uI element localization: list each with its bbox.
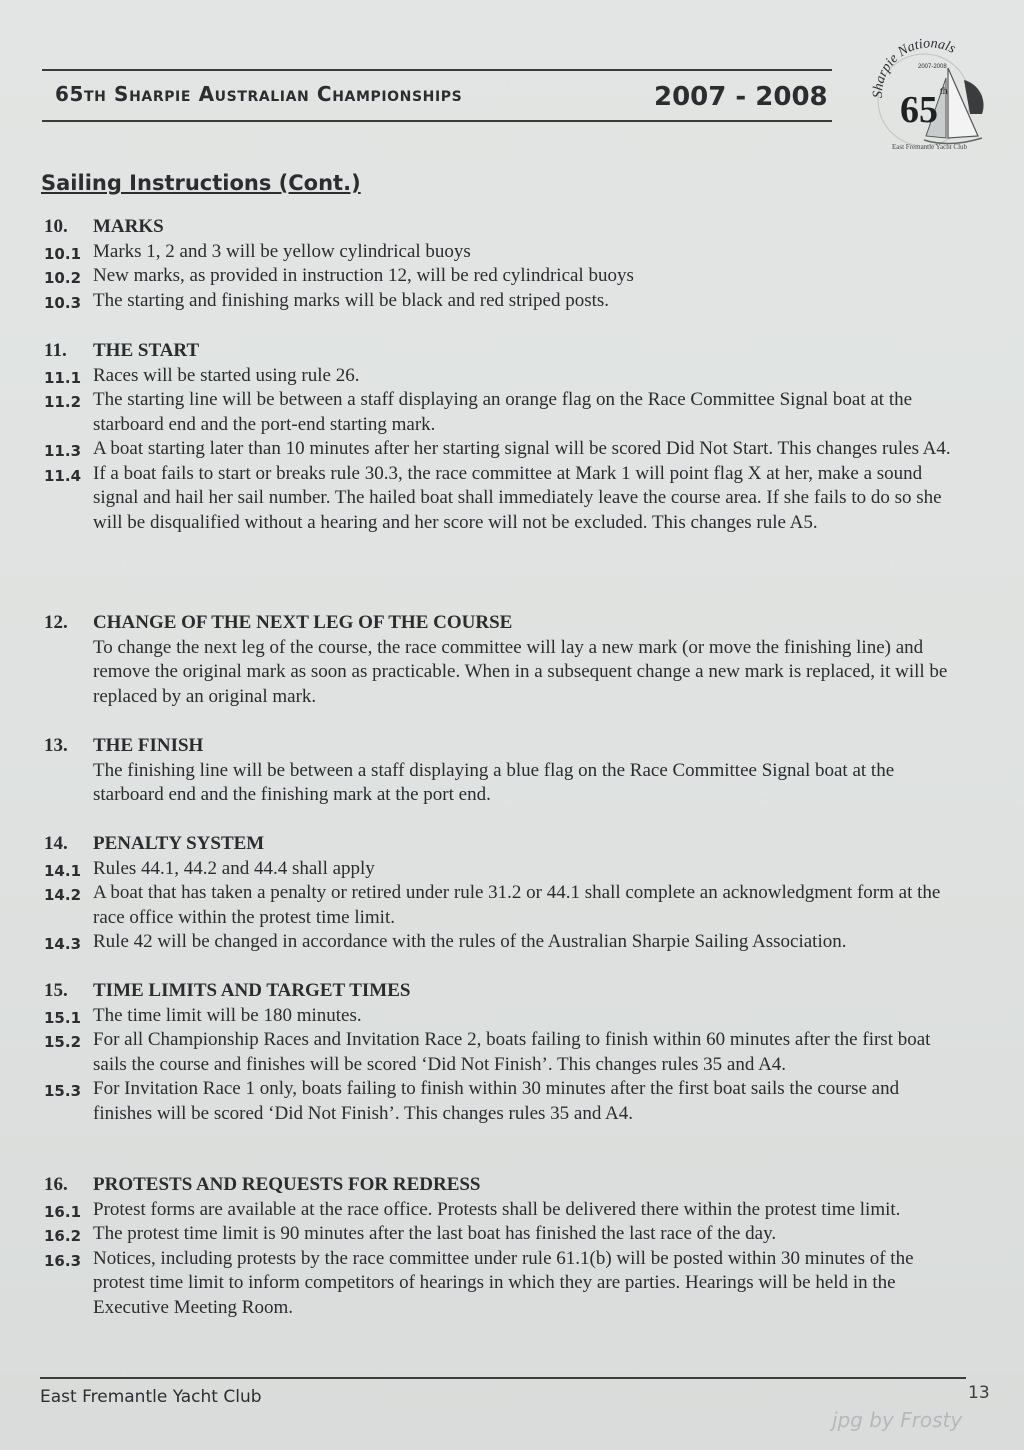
section-heading (0, 832, 1024, 857)
section-heading-text: THE FINISH (93, 735, 204, 756)
section-heading-text: PROTESTS AND REQUESTS FOR REDRESS (93, 1174, 481, 1195)
section-heading (0, 979, 1024, 1004)
item-text: A boat starting later than 10 minutes after her starting signal will be scored Did Not Start. This changes rules A4. (93, 438, 951, 459)
section-heading (0, 611, 1024, 636)
section-penalty-system (0, 832, 1024, 955)
item-number: 14.1 (44, 861, 82, 880)
item-number: 15.1 (44, 1008, 82, 1027)
item-text: If a boat fails to start or breaks rule 30.3, the race committee at Mark 1 will point flag X at her, make a sound signal and hail her sail number. The hailed boat shall immediately leave the course area. If she fails to do so she will be disqualified without a hearing and her score will not be excluded. This changes rule A5. (93, 462, 942, 533)
section-number: 16. (44, 1174, 68, 1195)
section-number: 12. (44, 612, 68, 633)
section-heading (0, 215, 1024, 240)
section-heading-text: CHANGE OF THE NEXT LEG OF THE COURSE (93, 612, 513, 633)
item-text: Rules 44.1, 44.2 and 44.4 shall apply (93, 857, 375, 879)
item-number: 11.3 (44, 442, 82, 460)
item-number: 11.1 (44, 368, 82, 387)
section-the-finish (0, 734, 1024, 808)
list-item (0, 1198, 1024, 1223)
section-number: 13. (44, 735, 68, 756)
item-number: 16.2 (44, 1227, 82, 1245)
section-number: 15. (44, 980, 68, 1001)
section-heading-text: PENALTY SYSTEM (93, 833, 265, 854)
section-change-of-next-leg (0, 611, 1024, 709)
section-number: 10. (44, 216, 68, 237)
list-item (0, 636, 1024, 710)
section-heading (0, 339, 1024, 364)
section-number: 11. (44, 340, 67, 361)
item-text: To change the next leg of the course, the race committee will lay a new mark (or move the finishing line) and remove the original mark as soon as practicable. When in a subsequent change a new mark is replaced, it will be replaced by an original mark. (93, 636, 948, 707)
section-protests (0, 1173, 1024, 1320)
item-text: The starting line will be between a staff displaying an orange flag on the Race Committee Signal boat at the starboard end and the port-end starting mark. (93, 389, 913, 435)
item-text: Races will be started using rule 26. (93, 364, 360, 386)
footer-club-name: East Fremantle Yacht Club (40, 1387, 262, 1407)
item-text: Marks 1, 2 and 3 will be yellow cylindrical buoys (93, 240, 471, 262)
logo-years: 2007-2008 (918, 64, 947, 70)
logo-suffix: th (940, 86, 948, 97)
nationals-logo (860, 28, 1000, 156)
logo-number: 65 (900, 89, 938, 131)
section-marks (0, 215, 1024, 313)
list-item (0, 857, 1024, 882)
item-number: 16.1 (44, 1202, 82, 1221)
item-text: For Invitation Race 1 only, boats failing to finish within 30 minutes after the first boat sails the course and finishes will be scored ‘Did Not Finish’. This changes rules 35 and A4. (93, 1078, 900, 1124)
header-rule-top (42, 69, 832, 71)
item-number: 11.2 (44, 393, 82, 411)
item-text: The protest time limit is 90 minutes after the last boat has finished the last race of the day. (93, 1223, 777, 1244)
list-item (0, 462, 1024, 536)
item-text: The starting and finishing marks will be black and red striped posts. (93, 289, 610, 311)
list-item (0, 1004, 1024, 1029)
list-item (0, 1247, 1024, 1321)
section-heading (0, 734, 1024, 759)
logo-text: Sharpie Nationals (870, 36, 958, 99)
list-item (0, 437, 1024, 462)
list-item (0, 1222, 1024, 1247)
item-number: 10.3 (44, 293, 82, 312)
section-number: 14. (44, 833, 68, 854)
page-number: 13 (968, 1383, 990, 1403)
section-heading-text: TIME LIMITS AND TARGET TIMES (93, 980, 411, 1001)
logo-club-name: East Fremantle Yacht Club (892, 143, 968, 151)
item-text: Protest forms are available at the race office. Protests shall be delivered there within the protest time limit. (93, 1198, 901, 1220)
list-item (0, 759, 1024, 808)
list-item (0, 388, 1024, 437)
item-number: 14.3 (44, 935, 82, 953)
item-number: 11.4 (44, 466, 82, 485)
item-text: Rule 42 will be changed in accordance with the rules of the Australian Sharpie Sailing Association. (93, 931, 847, 952)
item-text: For all Championship Races and Invitation Race 2, boats failing to finish within 60 minutes after the first boat sails the course and finishes will be scored ‘Did Not Finish’. This changes rules 35 and A4. (93, 1029, 931, 1075)
list-item (0, 264, 1024, 289)
section-the-start (0, 339, 1024, 535)
section-heading-text: THE START (93, 340, 200, 361)
header-title: 65th Sharpie Australian Championships (55, 82, 463, 106)
item-number: 16.3 (44, 1251, 82, 1270)
list-item (0, 1028, 1024, 1077)
item-text: A boat that has taken a penalty or retired under rule 31.2 or 44.1 shall complete an acknowledgment form at the race office within the protest time limit. (93, 882, 941, 928)
item-text: New marks, as provided in instruction 12, will be red cylindrical buoys (93, 265, 634, 286)
item-text: The finishing line will be between a staff displaying a blue flag on the Race Committee Signal boat at the starboard end and the finishing mark at the port end. (93, 759, 895, 805)
list-item (0, 881, 1024, 930)
list-item (0, 364, 1024, 389)
item-number: 14.2 (44, 886, 82, 904)
item-number: 10.1 (44, 244, 82, 263)
header-years: 2007 - 2008 (654, 82, 828, 112)
list-item (0, 930, 1024, 955)
item-number: 15.2 (44, 1033, 82, 1051)
section-time-limits (0, 979, 1024, 1126)
watermark: jpg by Frosty (832, 1408, 963, 1432)
item-text: The time limit will be 180 minutes. (93, 1004, 362, 1026)
list-item (0, 289, 1024, 314)
section-heading-text: MARKS (93, 216, 164, 237)
section-heading (0, 1173, 1024, 1198)
footer-rule (40, 1377, 966, 1379)
item-number: 10.2 (44, 269, 82, 287)
header-rule-bottom (42, 120, 832, 122)
list-item (0, 240, 1024, 265)
list-item (0, 1077, 1024, 1126)
section-title: Sailing Instructions (Cont.) (41, 171, 361, 195)
item-text: Notices, including protests by the race committee under rule 61.1(b) will be posted within 30 minutes of the protest time limit to inform competitors of hearings in which they are parties. Hearings will be held in the Executive Meeting Room. (93, 1247, 914, 1318)
item-number: 15.3 (44, 1082, 82, 1100)
